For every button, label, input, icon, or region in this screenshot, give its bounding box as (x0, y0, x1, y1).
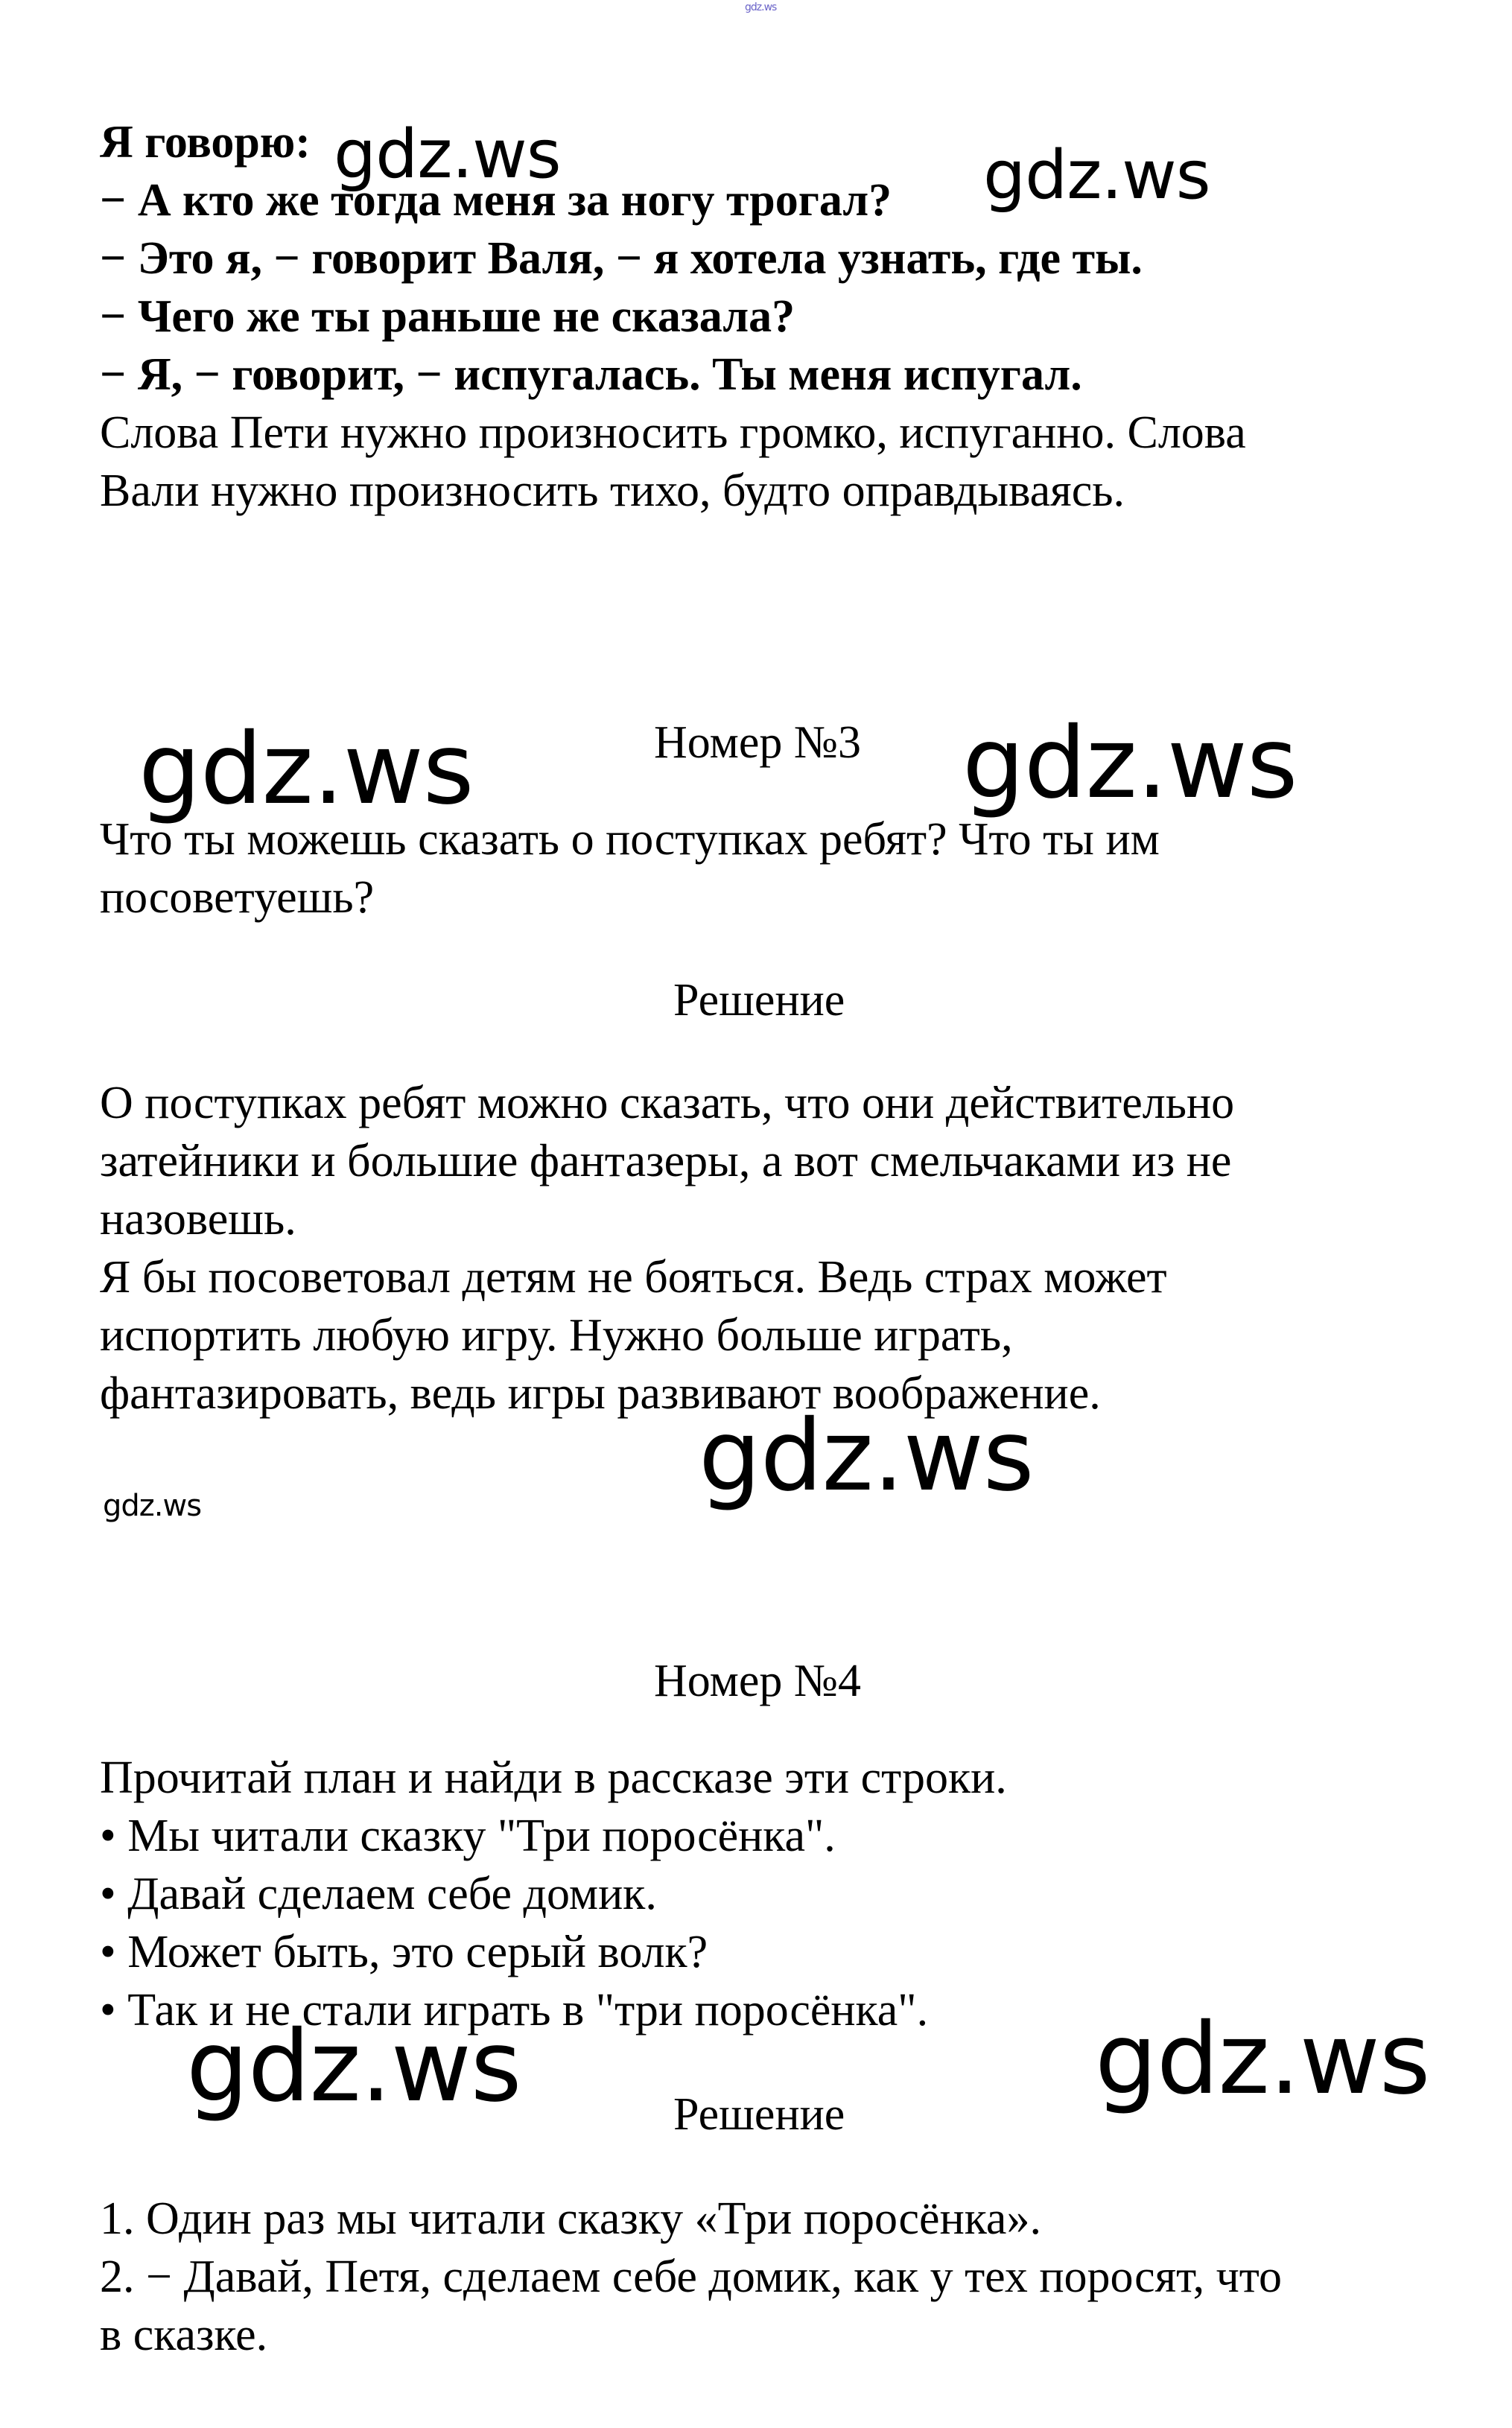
task-4-title: Номер №4 (654, 1656, 862, 1706)
task-4-plan-item: • Может быть, это серый волк? (100, 1927, 708, 1977)
task-3-answer-line: О поступках ребят можно сказать, что они действительно (100, 1078, 1235, 1128)
task-4-answer-line: в сказке. (100, 2310, 268, 2360)
watermark: gdz.ws (1095, 2002, 1430, 2117)
task-4-answer-line: 2. − Давай, Петя, сделаем себе домик, как у тех поросят, что (100, 2251, 1283, 2302)
task-3-answer-line: Я бы посоветовал детям не бояться. Ведь страх может (100, 1252, 1167, 1303)
task-3-title: Номер №3 (654, 717, 862, 768)
task-3-solution-label: Решение (673, 975, 845, 1026)
task-3-answer-line: испортить любую игру. Нужно больше играть, (100, 1310, 1013, 1361)
watermark-top-tiny: gdz.ws (745, 1, 777, 13)
watermark-small: gdz.ws (103, 1489, 202, 1523)
explanation-line: Слова Пети нужно произносить громко, испуганно. Слова (100, 407, 1246, 458)
dialogue-line: Я говорю: (100, 117, 311, 168)
explanation-line: Вали нужно произносить тихо, будто оправдываясь. (100, 465, 1125, 516)
dialogue-line: − А кто же тогда меня за ногу трогал? (100, 175, 892, 226)
watermark: gdz.ws (699, 1399, 1034, 1513)
task-4-solution-label: Решение (673, 2089, 845, 2140)
dialogue-line: − Я, − говорит, − испугалась. Ты меня испугал. (100, 349, 1082, 400)
task-4-plan-item: • Так и не стали играть в "три поросёнка". (100, 1985, 929, 2035)
task-3-answer-line: фантазировать, ведь игры развивают воображение. (100, 1368, 1101, 1419)
task-3-answer-line: назовешь. (100, 1194, 296, 1245)
watermark: gdz.ws (962, 706, 1297, 821)
task-3-question-line: Что ты можешь сказать о поступках ребят? Что ты им (100, 814, 1160, 865)
task-4-plan-item: • Давай сделаем себе домик. (100, 1869, 657, 1919)
watermark: gdz.ws (139, 712, 474, 827)
watermark: gdz.ws (334, 115, 561, 194)
task-4-question-line: Прочитай план и найди в рассказе эти строки. (100, 1752, 1007, 1803)
watermark: gdz.ws (983, 136, 1210, 214)
dialogue-line: − Это я, − говорит Валя, − я хотела узнать, где ты. (100, 233, 1143, 284)
watermark: gdz.ws (186, 2009, 521, 2124)
task-4-plan-item: • Мы читали сказку "Три поросёнка". (100, 1811, 836, 1861)
task-3-answer-line: затейники и большие фантазеры, а вот смельчаками из не (100, 1136, 1232, 1186)
dialogue-line: − Чего же ты раньше не сказала? (100, 291, 795, 342)
task-4-answer-line: 1. Один раз мы читали сказку «Три поросёнка». (100, 2193, 1041, 2244)
task-3-question-line: посоветуешь? (100, 872, 375, 923)
